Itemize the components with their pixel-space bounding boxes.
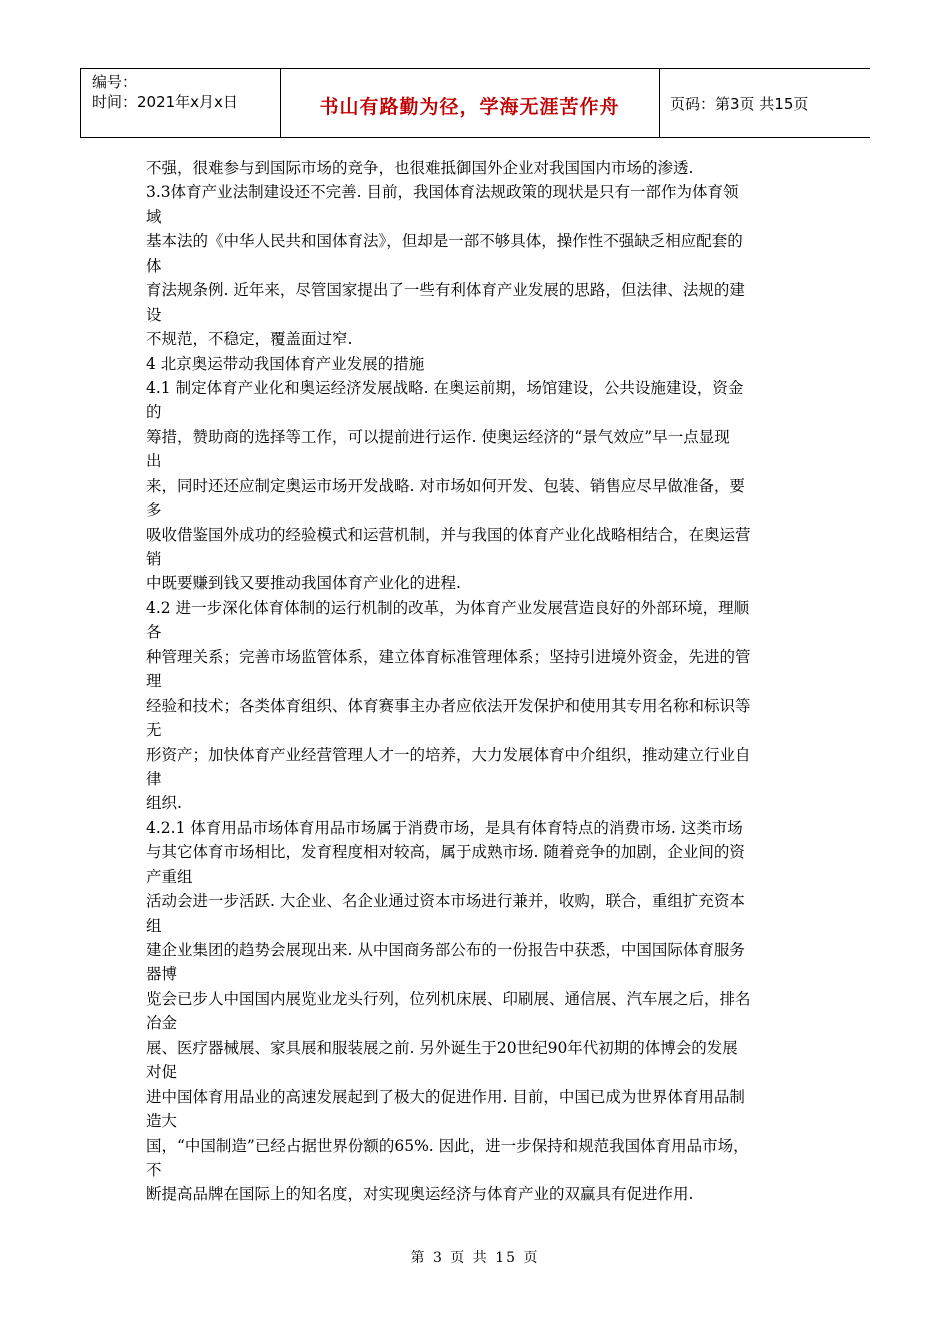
text-line: 造大: [146, 1112, 178, 1131]
text-line: 组织.: [146, 794, 182, 813]
text-line: 组: [146, 916, 162, 935]
text-line: 理: [146, 672, 162, 691]
text-line: 3.3体育产业法制建设还不完善. 目前，我国体育法规政策的现状是只有一部作为体育领: [146, 183, 739, 202]
text-line: 中既要赚到钱又要推动我国体育产业化的进程.: [146, 574, 461, 593]
text-line: 吸收借鉴国外成功的经验模式和运营机制，并与我国的体育产业化战略相结合，在奥运营: [146, 525, 751, 544]
text-line: 活动会进一步活跃. 大企业、名企业通过资本市场进行兼并，收购，联合，重组扩充资本: [146, 892, 745, 911]
text-line: 域: [146, 207, 162, 226]
text-line: 的: [146, 403, 162, 422]
text-line: 产重组: [146, 867, 193, 886]
text-line: 断提高品牌在国际上的知名度，对实现奥运经济与体育产业的双赢具有促进作用.: [146, 1185, 694, 1204]
text-line: 多: [146, 501, 162, 520]
text-line: 无: [146, 721, 162, 740]
motto: 书山有路勤为径，学海无涯苦作舟: [319, 96, 620, 118]
document-body: [146, 156, 818, 1207]
text-line: 国，“中国制造”已经占据世界份额的65%. 因此，进一步保持和规范我国体育用品市场，: [146, 1136, 749, 1155]
text-line: 对促: [146, 1063, 178, 1082]
text-line: 不: [146, 1160, 162, 1179]
text-line: 设: [146, 305, 162, 324]
page-header: [80, 68, 870, 138]
text-line: 4 北京奥运带动我国体育产业发展的措施: [146, 354, 425, 373]
text-line: 4.2.1 体育用品市场体育用品市场属于消费市场，是具有体育特点的消费市场. 这类市场: [146, 818, 743, 837]
header-meta: [92, 72, 238, 112]
header-divider-right: [659, 69, 660, 137]
text-line: 各: [146, 623, 162, 642]
text-line: 建企业集团的趋势会展现出来. 从中国商务部公布的一份报告中获悉，中国国际体育服务: [146, 941, 745, 959]
text-line: 器博: [146, 965, 178, 984]
text-line: 来，同时还还应制定奥运市场开发战略. 对市场如何开发、包装、销售应尽早做准备，要: [146, 476, 745, 495]
text-line: 4.1 制定体育产业化和奥运经济发展战略. 在奥运前期，场馆建设，公共设施建设，资金: [146, 378, 744, 397]
text-line: 进中国体育用品业的高速发展起到了极大的促进作用. 目前，中国已成为世界体育用品制: [146, 1087, 745, 1106]
text-line: 筹措，赞助商的选择等工作，可以提前进行运作. 使奥运经济的“景气效应”早一点显现: [146, 427, 730, 446]
text-line: 形资产；加快体育产业经营管理人才一的培养，大力发展体育中介组织，推动建立行业自: [146, 745, 751, 764]
text-line: 不规范，不稳定，覆盖面过窄.: [146, 330, 353, 349]
text-line: 种管理关系；完善市场监管体系，建立体育标准管理体系；坚持引进境外资金，先进的管: [146, 647, 751, 666]
text-line: 律: [146, 769, 162, 788]
text-line: 览会已步人中国国内展览业龙头行列，位列机床展、印刷展、通信展、汽车展之后，排名: [146, 989, 751, 1008]
text-line: 4.2 进一步深化体育体制的运行机制的改革，为体育产业发展营造良好的外部环境，理顺: [146, 598, 750, 617]
text-line: 销: [146, 550, 162, 568]
text-line: 不强，很难参与到国际市场的竞争，也很难抵御国外企业对我国国内市场的渗透.: [146, 159, 694, 177]
text-line: 体: [146, 256, 162, 275]
date-label: 时间：2021年x月x日: [92, 93, 238, 111]
header-divider-left: [80, 69, 81, 137]
text-line: 经验和技术；各类体育组织、体育赛事主办者应依法开发保护和使用其专用名称和标识等: [146, 696, 751, 715]
page-footer: 第 3 页 共 15 页: [410, 1250, 540, 1266]
code-label: 编号：: [92, 73, 138, 91]
text-line: 与其它体育市场相比，发育程度相对较高，属于成熟市场. 随着竞争的加剧，企业间的资: [146, 843, 745, 862]
text-line: 出: [146, 452, 162, 471]
text-line: 冶金: [146, 1014, 178, 1033]
text-line: 基本法的《中华人民共和国体育法》，但却是一部不够具体，操作性不强缺乏相应配套的: [146, 232, 743, 251]
text-line: 育法规条例. 近年来，尽管国家提出了一些有利体育产业发展的思路，但法律、法规的建: [146, 281, 745, 300]
text-line: 展、医疗器械展、家具展和服装展之前. 另外诞生于20世纪90年代初期的体博会的发展: [146, 1038, 738, 1057]
page-info: 页码：第3页 共15页: [670, 95, 809, 113]
